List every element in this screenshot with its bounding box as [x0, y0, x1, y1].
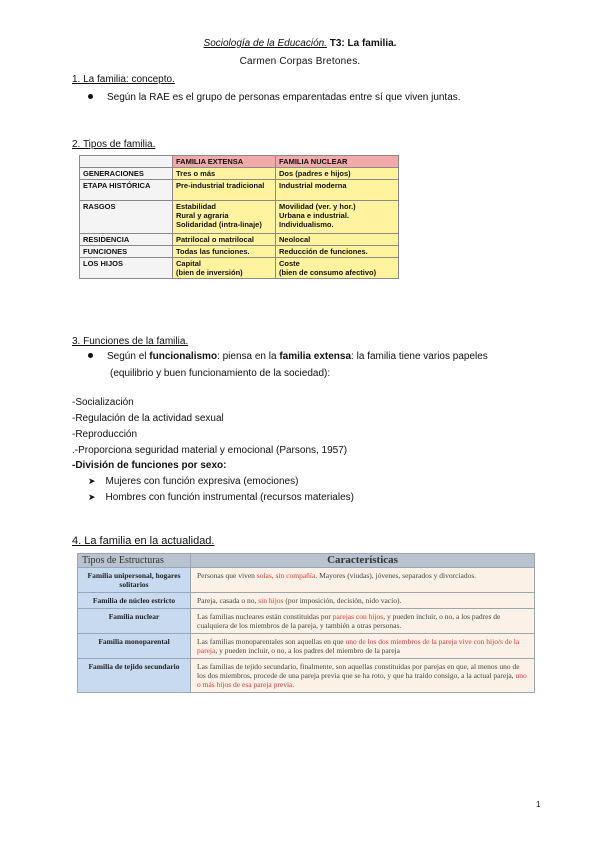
extended-cell: Capital (bien de inversión) — [173, 258, 276, 279]
extended-cell: Todas las funciones. — [173, 246, 276, 258]
description-text: , y pueden incluir, o no, a los padres de cualquiera de los miembros de la pareja, y también a otras personas. — [197, 612, 501, 630]
description-text: Pareja, casada o no, — [197, 596, 259, 605]
section-4-title: 4. La familia en la actualidad. — [72, 535, 215, 547]
bullet-icon — [88, 94, 93, 99]
section-2-title: 2. Tipos de familia. — [72, 139, 156, 150]
section-1-title: 1. La familia: concepto. — [72, 74, 175, 85]
nuclear-cell: Neolocal — [276, 234, 399, 246]
table-row — [80, 258, 399, 279]
description-text: Personas que viven — [197, 571, 257, 580]
nuclear-cell: Dos (padres e hijos) — [276, 168, 399, 180]
nuclear-cell: Industrial moderna — [276, 180, 399, 201]
arrowhead-icon: ➤ — [88, 476, 96, 486]
row-label: ETAPA HISTÓRICA — [80, 180, 173, 201]
table-header-row — [78, 554, 535, 568]
header-types: Tipos de Estructuras — [78, 554, 191, 568]
structure-type: Familia unipersonal, hogares solitarios — [78, 568, 191, 593]
nuclear-cell: Coste (bien de consumo afectivo) — [276, 258, 399, 279]
row-label: LOS HIJOS — [80, 258, 173, 279]
table-row — [78, 659, 535, 693]
function-item-bold: -División de funciones por sexo: — [72, 460, 227, 471]
document-title — [0, 38, 600, 49]
bullet-icon — [88, 353, 93, 358]
highlighted-text: uno de los dos miembros de la pareja vive con hijo/s de la pareja — [197, 637, 520, 655]
structure-description — [191, 568, 535, 593]
header-extended: FAMILIA EXTENSA — [173, 156, 276, 168]
description-text: . Mayores (viudas), jóvenes, separados y divorciados. — [315, 571, 477, 580]
arrowhead-icon: ➤ — [88, 492, 96, 502]
description-text: Las familias nucleares están constituidas por — [197, 612, 333, 621]
header-nuclear: FAMILIA NUCLEAR — [276, 156, 399, 168]
structure-description — [191, 609, 535, 634]
sub-item: ➤ Hombres con función instrumental (recursos materiales) — [88, 492, 354, 503]
structure-type: Familia de tejido secundario — [78, 659, 191, 693]
extended-cell: Tres o más — [173, 168, 276, 180]
section-3-bullet: Según el funcionalismo: piensa en la familia extensa: la familia tiene varios papeles — [88, 351, 488, 362]
table-row — [78, 568, 535, 593]
structure-type: Familia monoparental — [78, 634, 191, 659]
extended-cell: Pre-industrial tradicional — [173, 180, 276, 201]
function-item: -Regulación de la actividad sexual — [72, 413, 224, 424]
row-label: GENERACIONES — [80, 168, 173, 180]
row-label: FUNCIONES — [80, 246, 173, 258]
sub-item: ➤ Mujeres con función expresiva (emociones) — [88, 476, 299, 487]
description-text: Las familias monoparentales son aquellas en que — [197, 637, 346, 646]
structure-type: Familia nuclear — [78, 609, 191, 634]
extended-cell: Patrilocal o matrilocal — [173, 234, 276, 246]
section-3-title: 3. Funciones de la familia. — [72, 336, 189, 347]
table-row — [80, 180, 399, 201]
description-text: (por imposición, decisión, nido vacío). — [283, 596, 402, 605]
section-3-bullet-continued: (equilibrio y buen funcionamiento de la sociedad): — [110, 368, 331, 379]
topic-title: T3: La familia. — [326, 38, 397, 49]
structure-description — [191, 634, 535, 659]
section-1-bullet: Según la RAE es el grupo de personas emparentadas entre sí que viven juntas. — [88, 92, 461, 103]
table-corner-cell — [80, 156, 173, 168]
description-text: . — [292, 680, 295, 689]
family-structures-table — [77, 553, 535, 693]
table-row — [80, 246, 399, 258]
table-row — [78, 593, 535, 609]
highlighted-text: parejas con hijos — [332, 612, 384, 621]
table-row — [78, 634, 535, 659]
highlighted-text: uno o más hijos de esa pareja previa — [197, 671, 527, 689]
structure-description — [191, 659, 535, 693]
table-row — [80, 234, 399, 246]
table-row — [80, 168, 399, 180]
course-name: Sociología de la Educación. — [203, 38, 327, 49]
function-item: .-Proporciona seguridad material y emocional (Parsons, 1957) — [72, 445, 348, 456]
table-header-row — [80, 156, 399, 168]
header-characteristics: Características — [191, 554, 535, 568]
description-text: , y pueden incluir, o no, a los padres del miembro de la pareja — [215, 646, 400, 655]
nuclear-cell: Reducción de funciones. — [276, 246, 399, 258]
family-types-table — [79, 155, 399, 279]
structure-description — [191, 593, 535, 609]
table-row — [78, 609, 535, 634]
extended-cell: Estabilidad Rural y agraria Solidaridad (intra-linaje) — [173, 201, 276, 234]
row-label: RESIDENCIA — [80, 234, 173, 246]
highlighted-text: solas, sin compañía — [256, 571, 316, 580]
author-name: Carmen Corpas Bretones. — [239, 56, 361, 67]
structure-type: Familia de núcleo estricto — [78, 593, 191, 609]
function-item: -Reproducción — [72, 429, 138, 440]
function-item: -Socialización — [72, 397, 134, 408]
page-number: 1 — [536, 800, 541, 809]
row-label: RASGOS — [80, 201, 173, 234]
nuclear-cell: Movilidad (ver. y hor.) Urbana e industrial. Individualismo. — [276, 201, 399, 234]
description-text: Las familias de tejido secundario, finalmente, son aquellas constituidas por parejas en que, al menos uno de los dos miembros, procede de una pareja previa que se ha roto, y que ha traído consigo, a la actual pareja, — [197, 662, 520, 680]
table-row — [80, 201, 399, 234]
highlighted-text: sin hijos — [258, 596, 284, 605]
